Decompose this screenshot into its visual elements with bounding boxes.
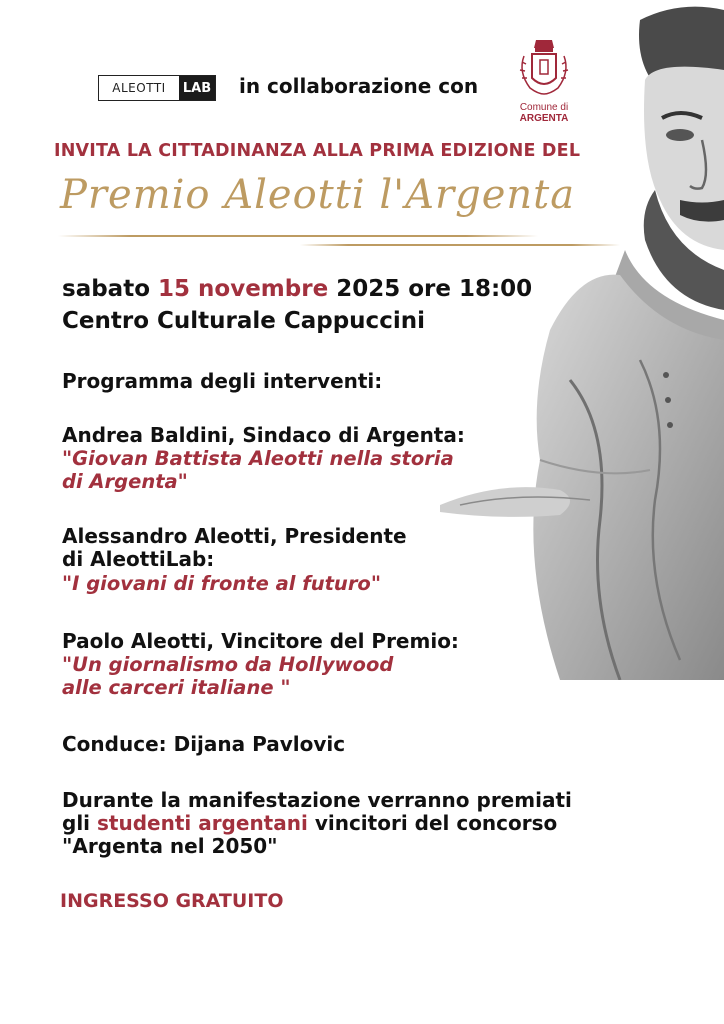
crest-label-line1: Comune di xyxy=(519,102,569,113)
event-date xyxy=(62,276,532,302)
logo-badge: LAB xyxy=(179,76,215,100)
speaker-1-talk-line2: di Argenta" xyxy=(62,470,188,493)
speaker-2-talk: "I giovani di fronte al futuro" xyxy=(62,572,381,595)
aleotti-portrait-illustration xyxy=(440,0,724,680)
program-heading: Programma degli interventi: xyxy=(62,369,383,393)
event-date-rest: 2025 ore 18:00 xyxy=(336,276,533,302)
awards-line2-post: vincitori del concorso xyxy=(314,811,558,835)
speaker-3-talk-line1: "Un giornalismo da Hollywood xyxy=(62,653,394,676)
speaker-1-talk-line1: "Giovan Battista Aleotti nella storia xyxy=(62,447,454,470)
awards-line2-pre: gli xyxy=(62,811,91,835)
event-day: sabato xyxy=(62,276,150,302)
free-entry-notice: INGRESSO GRATUITO xyxy=(60,890,284,912)
awards-line3: "Argenta nel 2050" xyxy=(62,834,278,858)
aleottilab-logo xyxy=(98,75,216,101)
speaker-1-name: Andrea Baldini, Sindaco di Argenta: xyxy=(62,423,465,447)
argenta-crest xyxy=(512,36,576,124)
crest-label-line2: ARGENTA xyxy=(519,113,569,124)
host-line: Conduce: Dijana Pavlovic xyxy=(62,732,346,756)
award-title: Premio Aleotti l'Argenta xyxy=(60,172,576,218)
event-date-highlight: 15 novembre xyxy=(158,276,329,302)
speaker-2-name-line1: Alessandro Aleotti, Presidente xyxy=(62,524,407,548)
awards-highlight: studenti argentani xyxy=(97,811,308,835)
speaker-3-name: Paolo Aleotti, Vincitore del Premio: xyxy=(62,629,459,653)
speaker-2-name-line2: di AleottiLab: xyxy=(62,547,215,571)
logo-text: ALEOTTI xyxy=(112,81,166,95)
collaboration-text: in collaborazione con xyxy=(239,74,479,98)
invitation-heading: INVITA LA CITTADINANZA ALLA PRIMA EDIZIONE DEL xyxy=(54,141,581,161)
title-underline-2 xyxy=(300,244,620,246)
awards-line1: Durante la manifestazione verranno premiati xyxy=(62,788,572,812)
title-underline xyxy=(58,235,538,237)
event-venue: Centro Culturale Cappuccini xyxy=(62,308,425,334)
crest-icon xyxy=(512,36,576,98)
speaker-3-talk-line2: alle carceri italiane " xyxy=(62,676,291,699)
awards-line2 xyxy=(62,812,557,835)
